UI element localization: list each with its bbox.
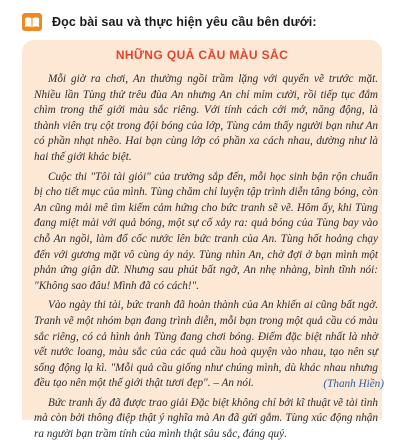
story-paragraph: Mỗi giờ ra chơi, An thường ngồi trầm lặng với quyển vẽ trước mặt. Nhiều lần Tùng thử trêu đùa An nhưng An chỉ mỉm cười, rồi tiếp tục đắm chìm trong thế giới màu sắc riêng. Với tính cách cởi mở, năng động, là thành viên trụ cột trong đội bóng của lớp, Tùng cảm thấy người bạn như An có phần nhạt nhẽo. Hai bạn cùng lớp có phần xa cách nhau, dường như là hai thế giới khác biệt.: [34, 73, 378, 163]
story-title: NHỮNG QUẢ CẦU MÀU SẮC: [115, 48, 289, 62]
story-paragraph: Vào ngày thi tài, bức tranh đã hoàn thành của An khiến ai cũng bất ngờ. Tranh vẽ một nhóm bạn đang trình diễn, mỗi bạn trong một quả cầu có màu sắc riêng, có cả hình ảnh Tùng đang chơi bóng. Điểm đặc biệt nhất là nhờ vết nước loang, màu sắc của các quả cầu hoà quyện vào nhau, tạo nên sự sống động lạ kì. "Mỗi quả cầu giống như chúng mình, dù khác nhau nhưng đều tạo nên một thế giới thật tươi đẹp". – An nói.: [34, 299, 378, 390]
instruction-text: Đọc bài sau và thực hiện yêu cầu bên dưới:: [52, 15, 317, 29]
book-icon: [22, 12, 42, 32]
story-body: [34, 72, 378, 447]
story-paragraph: Cuộc thi "Tôi tài giỏi" của trường sắp đến, mỗi học sinh bận rộn chuẩn bị cho tiết mục của mình. Tùng chăm chỉ luyện tập trình diễn tâng bóng, còn An cũng mải mê tìm kiếm cảm hứng cho bức tranh sẽ vẽ. Hôm ấy, khi Tùng đang miệt mài với quả bóng, một sự cố xảy ra: quả bóng của Tùng bay vào chỗ An ngồi, làm đổ cốc nước lên bức tranh của An. Tùng hốt hoảng chạy đến với gương mặt vô cùng áy náy. Tùng nhìn An, chờ đợi ở bạn mình một phản ứng giận dữ. Nhưng sau phút bất ngờ, An nhẹ nhàng, bình tĩnh nói: "Không sao đâu! Mình đã có cách!".: [34, 170, 378, 292]
story-paragraph: Bức tranh ấy đã được trao giải Đặc biệt không chỉ bởi kĩ thuật vẽ tài tình mà còn bởi thông điệp thật ý nghĩa mà An đã gửi gắm. Tùng xúc động nhận ra người bạn trầm tính của mình thật sâu sắc, đáng quý.: [34, 396, 378, 441]
story-attribution: (Thanh Hiền): [323, 378, 384, 390]
instruction-header: [22, 12, 317, 32]
story-panel: [22, 40, 382, 441]
